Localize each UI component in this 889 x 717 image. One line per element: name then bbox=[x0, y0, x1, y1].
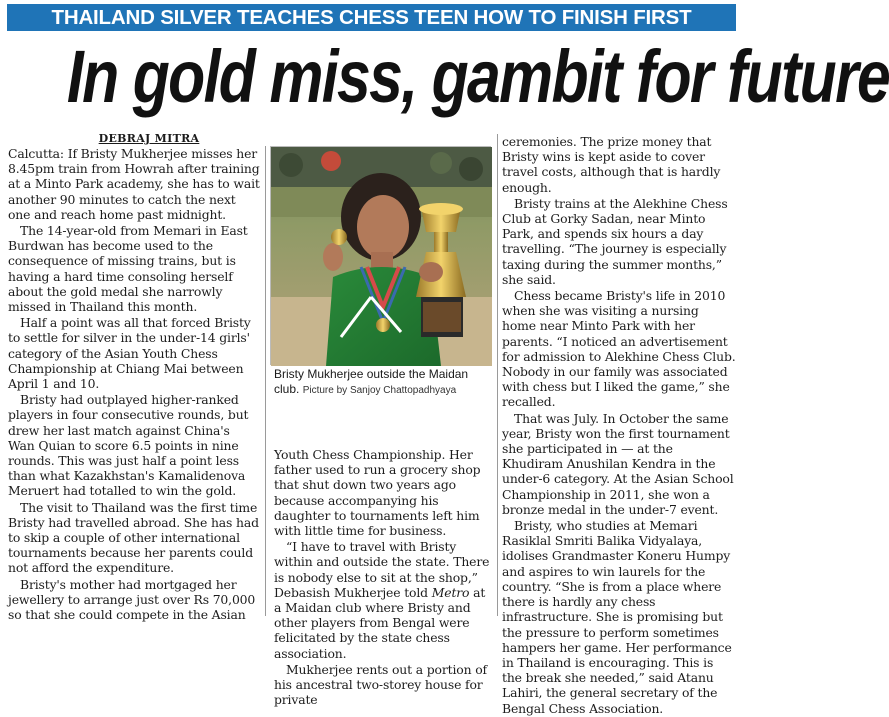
quote-text: “I have to travel with Bristy within and outside the state. There is nobody else to sit at the shop,” Debasish Mukherjee told bbox=[274, 539, 490, 600]
photo-bristy-with-trophy bbox=[270, 146, 491, 365]
photo-credit: Picture by Sanjoy Chattopadhyaya bbox=[302, 385, 457, 396]
paragraph: The visit to Thailand was the first time Bristy had travelled abroad. She has had to skip a couple of other international tournaments because her parents could not afford the expenditure. bbox=[8, 499, 259, 576]
paragraph: Mukherjee rents out a portion of his ancestral two-storey house for private bbox=[274, 661, 487, 708]
quote-text-continued: at a Maidan club where Bristy and other players from Bengal were felicitated by the state chess association. bbox=[274, 584, 486, 661]
column-divider bbox=[265, 146, 266, 616]
paragraph: Chess became Bristy's life in 2010 when she was visiting a nursing home near Minto Park with her parents. “I noticed an advertisement for admission to Alekhine Chess Club. Nobody in our family was associated with chess but I liked the game,” she recalled. bbox=[502, 288, 736, 410]
paragraph: Bristy trains at the Alekhine Chess Club at Gorky Sadan, near Minto Park, and spends six hours a day travelling. “The journey is especially taxing during the summer months,” she said. bbox=[502, 195, 728, 287]
paragraph: Youth Chess Championship. Her father used to run a grocery shop that shut down two years ago because accompanying his daughter to tournaments left him with little time for business. bbox=[274, 447, 481, 539]
paragraph: ceremonies. The prize money that Bristy wins is kept aside to cover travel costs, although that is hardly enough. bbox=[502, 134, 721, 195]
article-column-1 bbox=[8, 146, 260, 623]
paragraph: Bristy's mother had mortgaged her jewellery to arrange just over Rs 70,000 so that she could compete in the Asian bbox=[8, 576, 256, 623]
kicker-banner: THAILAND SILVER TEACHES CHESS TEEN HOW TO FINISH FIRST bbox=[7, 4, 736, 31]
photo-illustration bbox=[271, 147, 492, 366]
paragraph: Calcutta: If Bristy Mukherjee misses her 8.45pm train from Howrah after training at a Minto Park academy, she has to wait another 90 minutes to catch the next one and reach home past midnight. bbox=[8, 146, 260, 222]
publication-name: Metro bbox=[431, 584, 470, 600]
paragraph: That was July. In October the same year, Bristy won the first tournament she participated in — at the Khudiram Anushilan Kendra in the under-6 category. At the Asian School Championship in 2011, she won a bronze medal in the under-7 event. bbox=[502, 410, 734, 517]
article-column-3 bbox=[502, 134, 736, 717]
paragraph: Bristy, who studies at Memari Rasiklal Smriti Balika Vidyalaya, idolises Grandmaster Koneru Humpy and aspires to win laurels for the country. “She is from a place where there is hardly any chess infrastructure. She is promising but the pressure to perform sometimes hampers her game. Her performance in Thailand is encouraging. This is the break she needed,” said Atanu Lahiri, the general secretary of the Bengal Chess Association. bbox=[502, 518, 732, 716]
headline: In gold miss, gambit for future bbox=[66, 35, 889, 118]
photo-caption bbox=[274, 367, 493, 398]
article-column-2 bbox=[274, 447, 493, 708]
caption-text: Bristy Mukherjee outside the Maidan club. bbox=[274, 367, 469, 396]
paragraph: Bristy had outplayed higher-ranked players in four consecutive rounds, but drew her last match against China's Wan Quian to score 6.5 points in nine rounds. This was just half a point less than what Kazakhstan's Kamalidenova Meruert had totalled to win the gold. bbox=[8, 392, 249, 499]
byline: DEBRAJ MITRA bbox=[98, 132, 200, 145]
column-divider bbox=[497, 134, 498, 616]
paragraph bbox=[274, 539, 493, 661]
paragraph: The 14-year-old from Memari in East Burdwan has become used to the consequence of missing trains, but is having a hard time consoling herself about the gold medal she narrowly missed in Thailand this month. bbox=[8, 223, 248, 315]
paragraph: Half a point was all that forced Bristy to settle for silver in the under-14 girls' category of the Asian Youth Chess Championship at Chiang Mai between April 1 and 10. bbox=[8, 315, 251, 392]
